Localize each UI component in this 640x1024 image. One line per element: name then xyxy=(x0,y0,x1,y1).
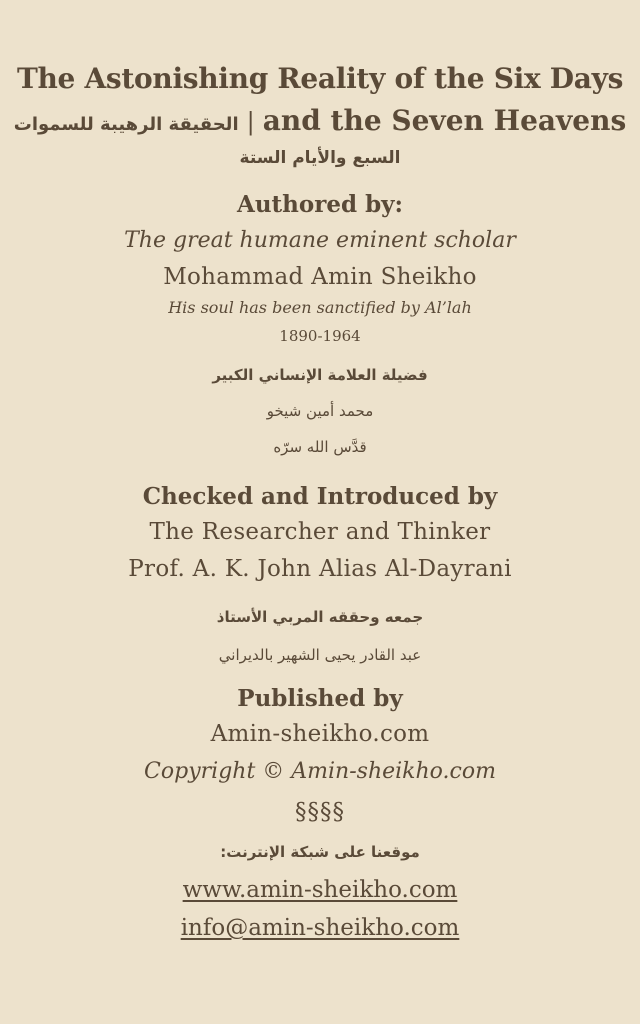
checker-arabic-name: عبد القادر يحيى الشهير بالديراني xyxy=(218,646,422,664)
author-years: 1890-1964 xyxy=(279,327,361,345)
published-by-heading: Published by xyxy=(237,685,403,712)
email-link[interactable]: info@amin-sheikho.com xyxy=(180,915,460,941)
author-arabic-blessing: قدَّس الله سرّه xyxy=(273,438,367,456)
checker-role: The Researcher and Thinker xyxy=(149,519,491,545)
checker-name: Prof. A. K. John Alias Al-Dayrani xyxy=(128,556,512,582)
publisher-name: Amin-sheikho.com xyxy=(210,721,430,747)
title-line-2 xyxy=(0,100,640,146)
publisher-section xyxy=(0,684,640,948)
author-arabic-name: محمد أمين شيخو xyxy=(266,402,374,420)
website-arabic-label: موقعنا على شبكة الإنترنت: xyxy=(220,843,420,861)
author-blessing: His soul has been sanctified by Al’lah xyxy=(168,298,472,317)
checker-section xyxy=(0,482,640,674)
author-name: Mohammad Amin Sheikho xyxy=(163,264,477,290)
title-separator: | xyxy=(246,108,255,136)
section-ornament: §§§§ xyxy=(295,799,345,825)
checked-by-heading: Checked and Introduced by xyxy=(142,483,498,510)
book-title xyxy=(0,0,640,168)
title-arabic-part: الحقيقة الرهيبة للسموات xyxy=(13,114,239,135)
author-arabic-title: فضيلة العلامة الإنساني الكبير xyxy=(212,366,428,384)
checker-arabic-heading: جمعه وحققه المربي الأستاذ xyxy=(216,608,424,626)
author-description: The great humane eminent scholar xyxy=(124,228,516,253)
title-arabic-line-3: السبع والأيام الستة xyxy=(239,148,401,168)
title-english-part: and the Seven Heavens xyxy=(262,104,627,137)
authored-by-heading: Authored by: xyxy=(236,191,404,218)
title-line-1: The Astonishing Reality of the Six Days xyxy=(16,62,624,95)
copyright-notice: Copyright © Amin-sheikho.com xyxy=(144,759,496,784)
website-link[interactable]: www.amin-sheikho.com xyxy=(182,877,458,903)
author-section xyxy=(0,190,640,465)
